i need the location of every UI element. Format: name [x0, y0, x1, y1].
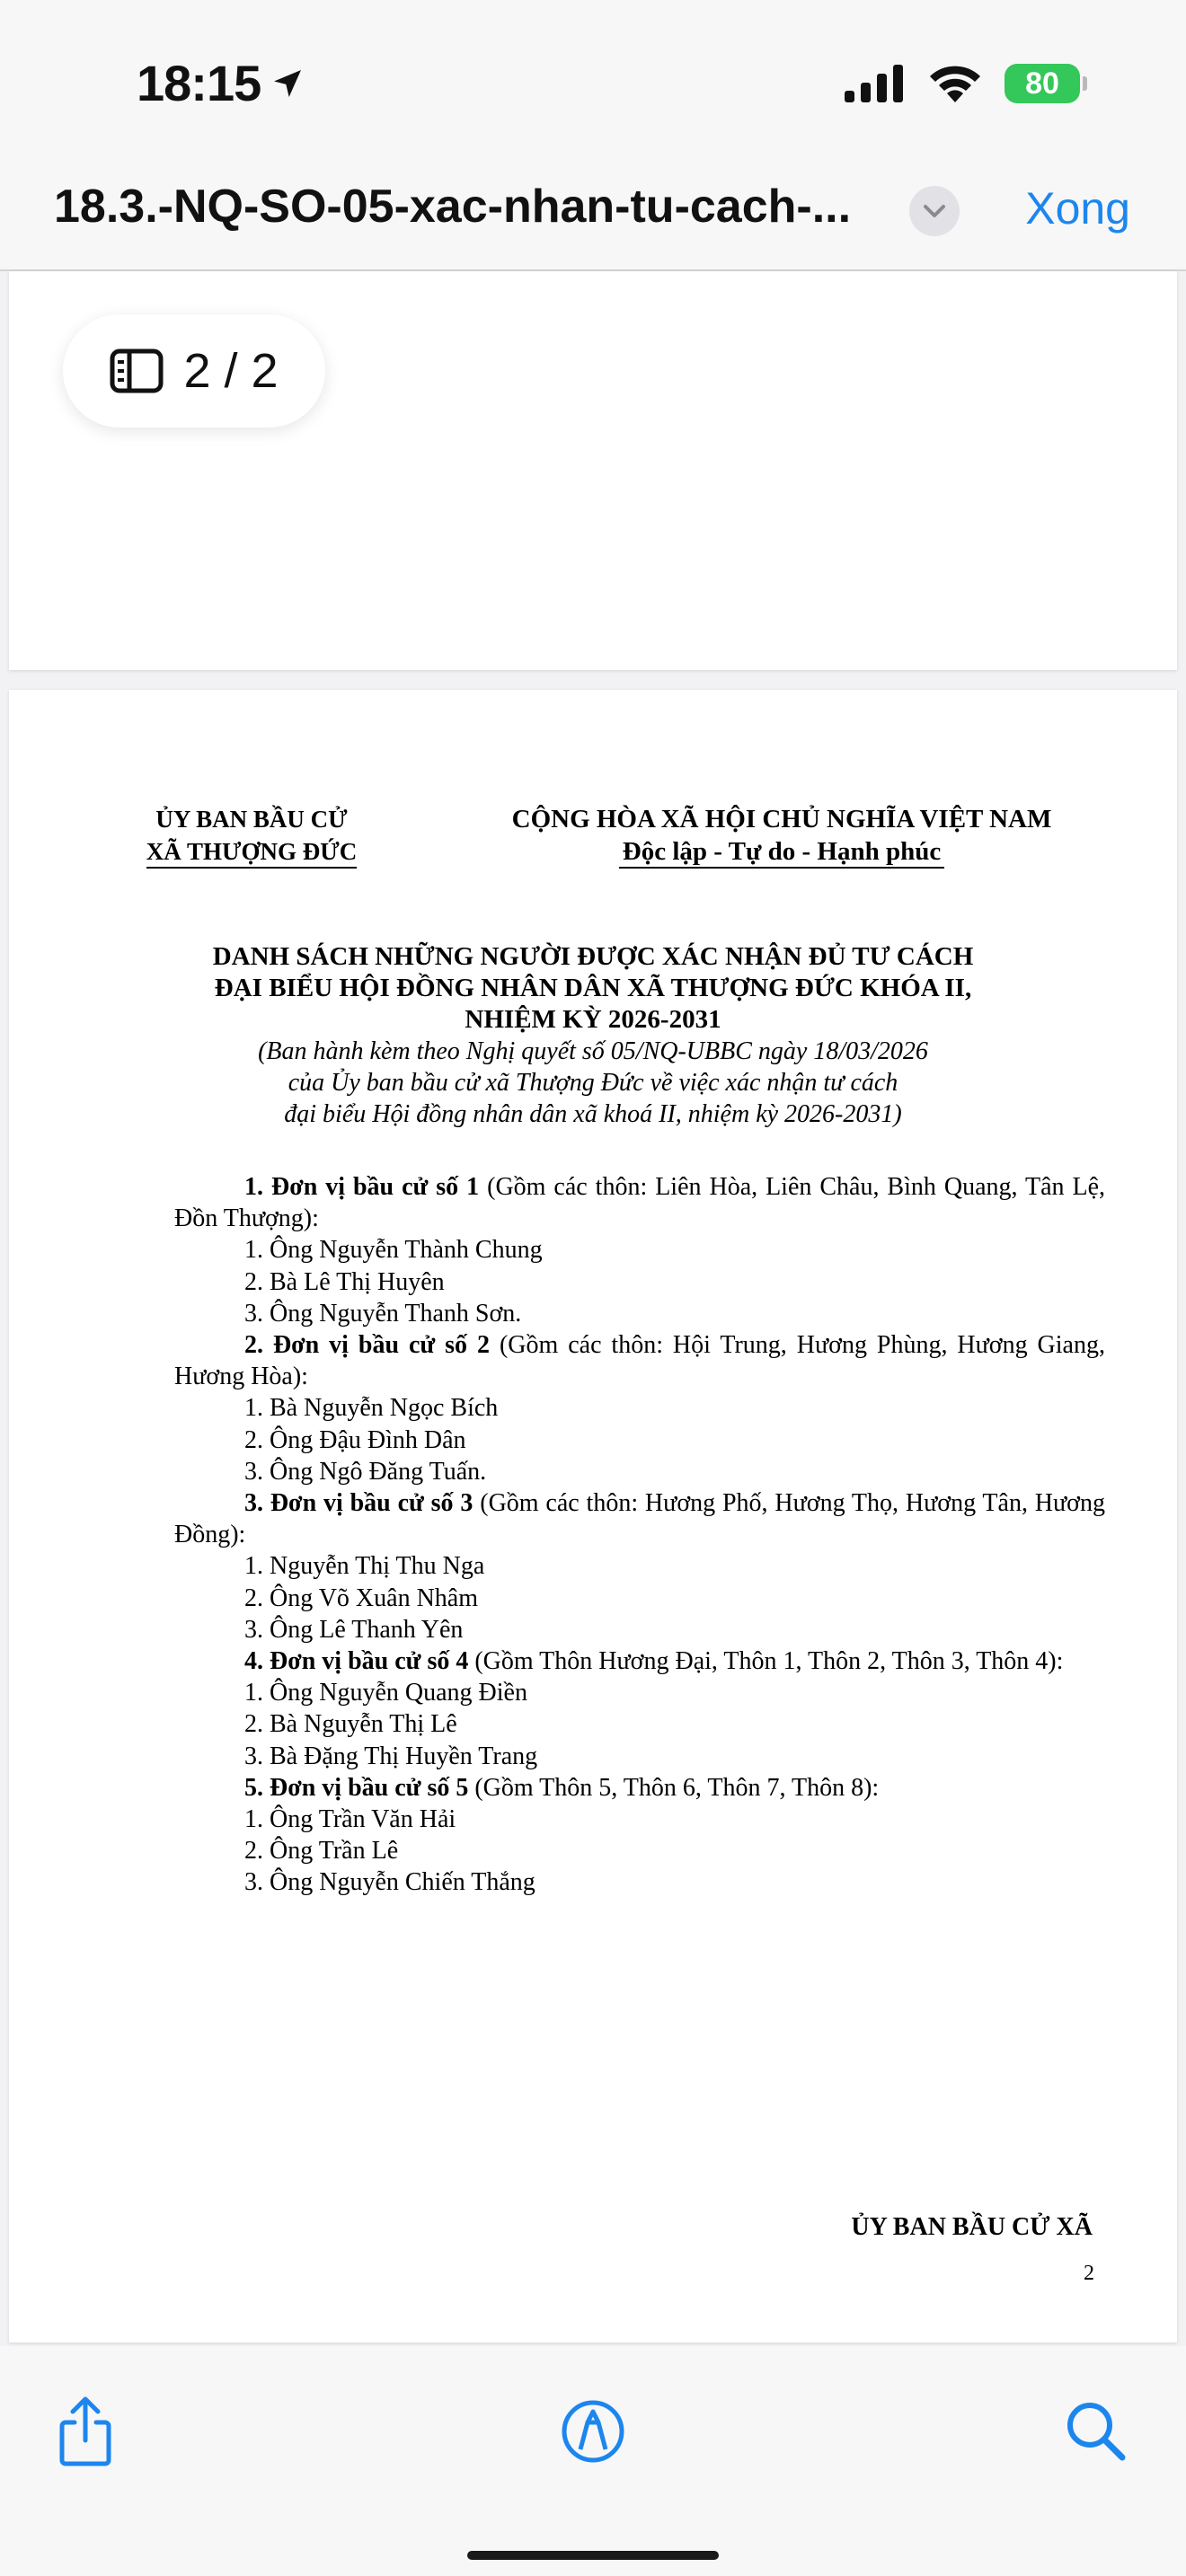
markup-pen-icon [561, 2399, 625, 2464]
list-item: 1. Ông Nguyễn Thành Chung [244, 1236, 543, 1265]
sidebar-icon [110, 348, 164, 393]
cellular-signal-icon [843, 64, 906, 103]
list-item: 1. Ông Trần Văn Hải [244, 1805, 456, 1834]
pdf-page-1 [9, 271, 1177, 670]
unit-heading: 5. Đơn vị bầu cử số 5 (Gồm Thôn 5, Thôn 6, Thôn 7, Thôn 8): [244, 1773, 880, 1802]
list-item: 3. Ông Ngô Đăng Tuấn. [244, 1457, 487, 1486]
home-indicator [467, 2551, 719, 2560]
top-bar [0, 0, 1186, 271]
done-button[interactable]: Xong [1025, 183, 1130, 234]
electoral-units-list [174, 1171, 1105, 1899]
list-item: 2. Ông Võ Xuân Nhâm [244, 1584, 479, 1612]
status-icons [843, 63, 1080, 104]
list-item: 3. Ông Nguyễn Thanh Sơn. [244, 1299, 522, 1328]
issuer-header: ỦY BAN BẦU CỬ XÃ THƯỢNG ĐỨC [144, 803, 359, 869]
list-item: 1. Nguyễn Thị Thu Nga [244, 1552, 485, 1581]
pdf-viewer[interactable] [0, 271, 1186, 2346]
document-heading: DANH SÁCH NHỮNG NGƯỜI ĐƯỢC XÁC NHẬN ĐỦ TƯ CÁCH ĐẠI BIỂU HỘI ĐỒNG NHÂN DÂN XÃ THƯỢNG ĐỨC KHÓA II, NHIỆM KỲ 2026-2031 (Ban hành kèm theo Nghị quyết số 05/NQ-UBBC ngày 18/03/2026 của Ủy ban bầu cử xã Thượng Đức về việc xác nhận tư cách đại biểu Hội đồng nhân dân xã khoá II, nhiệm kỳ 2026-2031) [212, 942, 974, 1128]
markup-button[interactable] [553, 2391, 633, 2472]
signature-block: ỦY BAN BẦU CỬ XÃ [851, 2213, 1093, 2241]
share-button[interactable] [45, 2391, 126, 2472]
unit-heading: 3. Đơn vị bầu cử số 3 (Gồm các thôn: Hương Phố, Hương Thọ, Hương Tân, Hương Đồng): [174, 1489, 1105, 1549]
page-number: 2 [1084, 2262, 1094, 2285]
page-indicator[interactable]: 2 / 2 [63, 314, 325, 428]
bottom-toolbar [0, 2346, 1186, 2576]
pdf-page-2 [9, 690, 1177, 2342]
unit-heading: 1. Đơn vị bầu cử số 1 (Gồm các thôn: Liên Hòa, Liên Châu, Bình Quang, Tân Lệ, Đồn Thượng): [174, 1173, 1105, 1233]
unit-heading: 2. Đơn vị bầu cử số 2 (Gồm các thôn: Hội Trung, Hương Phùng, Hương Giang, Hương Hòa): [174, 1331, 1105, 1391]
list-item: 2. Bà Nguyễn Thị Lê [244, 1710, 457, 1739]
battery-indicator: 80 [1005, 64, 1080, 103]
chevron-down-icon [923, 203, 946, 219]
list-item: 2. Ông Đậu Đình Dân [244, 1425, 466, 1454]
list-item: 1. Ông Nguyễn Quang Điền [244, 1679, 527, 1707]
search-button[interactable] [1056, 2391, 1137, 2472]
unit-heading: 4. Đơn vị bầu cử số 4 (Gồm Thôn Hương Đại, Thôn 1, Thôn 2, Thôn 3, Thôn 4): [244, 1647, 1064, 1676]
search-icon [1065, 2400, 1128, 2463]
list-item: 2. Bà Lê Thị Huyên [244, 1267, 445, 1296]
list-item: 1. Bà Nguyễn Ngọc Bích [244, 1394, 499, 1423]
wifi-icon [927, 63, 983, 104]
list-item: 3. Bà Đặng Thị Huyền Trang [244, 1742, 538, 1770]
national-header: CỘNG HÒA XÃ HỘI CHỦ NGHĨA VIỆT NAM Độc lập - Tự do - Hạnh phúc [494, 803, 1069, 869]
list-item: 3. Ông Lê Thanh Yên [244, 1615, 464, 1644]
status-time: 18:15 [137, 54, 305, 112]
share-icon [57, 2395, 114, 2467]
location-arrow-icon [270, 66, 305, 101]
list-item: 3. Ông Nguyễn Chiến Thắng [244, 1868, 535, 1897]
document-title: 18.3.-NQ-SO-05-xac-nhan-tu-cach-... [54, 181, 852, 233]
title-menu-button[interactable] [909, 186, 960, 236]
list-item: 2. Ông Trần Lê [244, 1837, 399, 1866]
